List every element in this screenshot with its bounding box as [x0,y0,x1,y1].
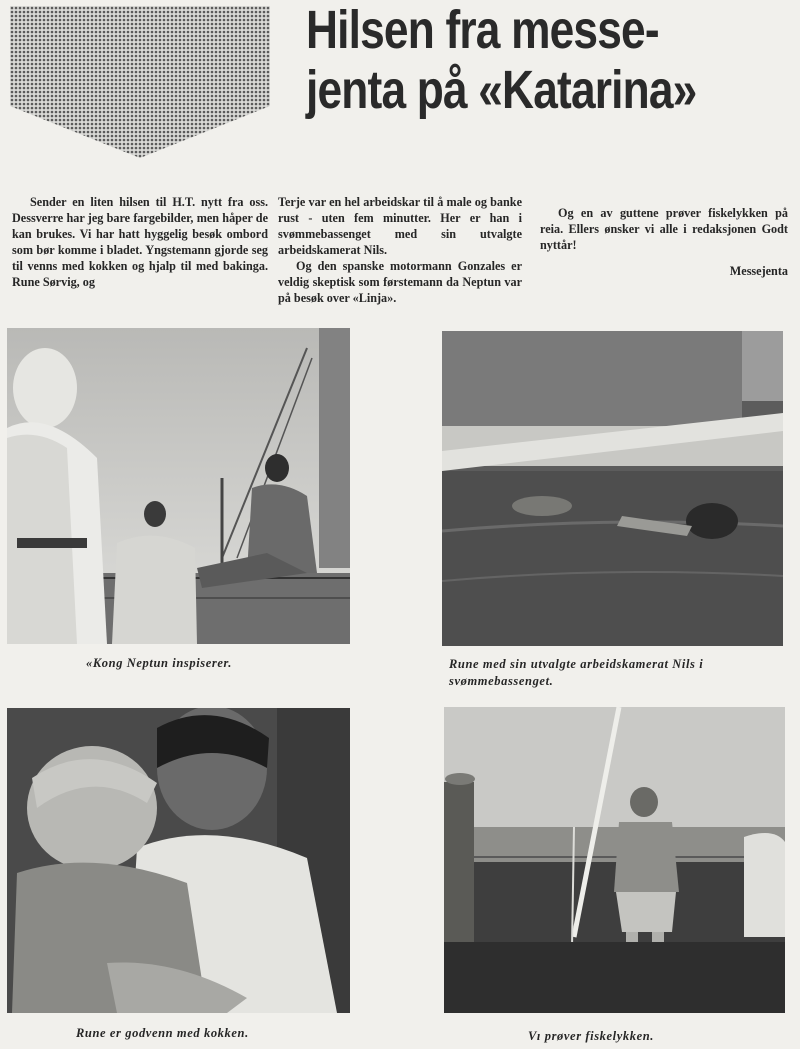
article-paragraph: Terje var en hel arbeidskar til å male og banke rust - uten fem minutter. Her er han i svømmebassenget med sin utvalgte arbeidskamerat Nils. [278,195,522,257]
photo-caption: «Kong Neptun inspiserer. [86,656,233,670]
photo-fiskelykken [444,707,785,1013]
article-paragraph: Sender en liten hilsen til H.T. nytt fra oss. Dessverre har jeg bare fargebilder, men håper de kan brukes. Vi har hatt hyggelig besøk ombord som bør komme i bladet. Yngstemann gjorde seg til venns med kokken og hjalp til med bakinga. Rune Sørvig, og [12,195,268,289]
halftone-shield-graphic [10,6,270,158]
article-paragraph: Og den spanske motormann Gonzales er veldig skeptisk som førstemann da Neptun var på besøk over «Linja». [278,259,522,305]
photo-svommebasseng [442,331,783,646]
photo-caption: Rune med sin utvalgte arbeidskamerat Nils i svømmebassenget. [449,657,704,688]
photo-caption: Rune er godvenn med kokken. [76,1026,249,1040]
article-column-2 [278,194,522,306]
headline-line-2: jenta på «Katarina» [306,60,697,120]
signature: Messejenta [729,264,788,278]
headline [306,0,708,120]
photo-kong-neptun [7,328,350,644]
article-column-1 [12,194,268,290]
photo-caption: Vı prøver fiskelykken. [528,1029,655,1043]
article-column-3 [540,205,788,279]
article-paragraph: Og en av guttene prøver fiskelykken på reia. Ellers ønsker vi alle i redaksjonen Godt nyttår! [540,206,788,252]
headline-line-1: Hilsen fra messe- [306,0,659,60]
photo-gutt-med-kokken [7,708,350,1013]
